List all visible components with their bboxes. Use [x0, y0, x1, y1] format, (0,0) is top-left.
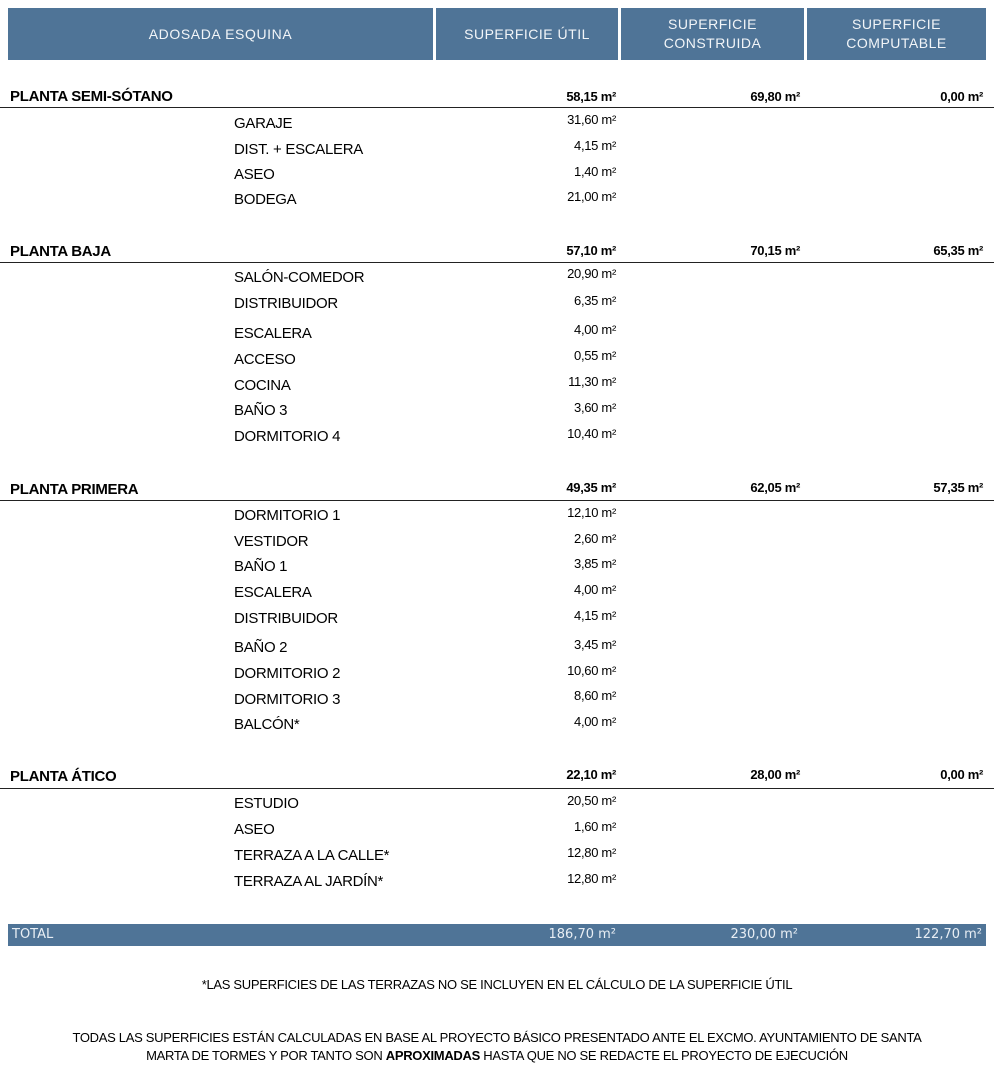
room-name: ASEO	[234, 166, 275, 183]
section-divider	[0, 262, 994, 263]
total-row	[8, 924, 986, 946]
room-area: 20,50 m²	[567, 793, 616, 808]
room-area: 1,40 m²	[574, 164, 616, 179]
room-area: 4,00 m²	[574, 714, 616, 729]
room-area: 10,40 m²	[567, 426, 616, 441]
room-name: TERRAZA AL JARDÍN*	[234, 873, 384, 890]
room-area: 11,30 m²	[568, 374, 616, 389]
section-title: PLANTA ÁTICO	[10, 768, 117, 785]
room-area: 4,15 m²	[574, 138, 616, 153]
section-superficie-construida: 70,15 m²	[750, 243, 800, 258]
footnote-line-2	[0, 1048, 994, 1063]
room-area: 4,15 m²	[574, 608, 616, 623]
room-name: DISTRIBUIDOR	[234, 610, 338, 627]
room-area: 3,85 m²	[574, 556, 616, 571]
room-area: 20,90 m²	[567, 266, 616, 281]
room-name: DORMITORIO 1	[234, 507, 341, 524]
total-superficie-construida: 230,00 m²	[730, 927, 798, 942]
section-superficie-construida: 69,80 m²	[750, 89, 800, 104]
total-label: TOTAL	[12, 927, 54, 942]
room-name: BODEGA	[234, 191, 297, 208]
room-area: 8,60 m²	[574, 688, 616, 703]
room-name: BALCÓN*	[234, 716, 300, 733]
header-construida-line1: SUPERFICIE	[667, 16, 757, 32]
header-superficie-util: SUPERFICIE ÚTIL	[436, 8, 618, 60]
footnote-line-2-post: HASTA QUE NO SE REDACTE EL PROYECTO DE EJECUCIÓN	[479, 1048, 848, 1063]
room-name: VESTIDOR	[234, 533, 309, 550]
room-area: 12,80 m²	[567, 871, 616, 886]
total-superficie-util: 186,70 m²	[548, 927, 616, 942]
room-area: 4,00 m²	[574, 582, 616, 597]
room-name: DISTRIBUIDOR	[234, 295, 338, 312]
header-computable-line2: COMPUTABLE	[846, 35, 947, 51]
section-title: PLANTA SEMI-SÓTANO	[10, 88, 173, 105]
room-name: DORMITORIO 2	[234, 665, 341, 682]
room-area: 31,60 m²	[567, 112, 616, 127]
section-superficie-computable: 57,35 m²	[933, 480, 983, 495]
room-name: BAÑO 2	[234, 639, 288, 656]
room-name: BAÑO 3	[234, 402, 288, 419]
section-superficie-util: 49,35 m²	[566, 480, 616, 495]
room-area: 6,35 m²	[574, 293, 616, 308]
footnote-line-1: TODAS LAS SUPERFICIES ESTÁN CALCULADAS EN BASE AL PROYECTO BÁSICO PRESENTADO ANTE EL EXCMO. AYUNTAMIENTO DE SANTA	[72, 1030, 922, 1045]
room-name: DIST. + ESCALERA	[234, 141, 363, 158]
room-area: 12,80 m²	[567, 845, 616, 860]
section-superficie-construida: 28,00 m²	[750, 767, 800, 782]
room-name: ESTUDIO	[234, 795, 299, 812]
section-divider	[0, 500, 994, 501]
room-name: ACCESO	[234, 351, 296, 368]
room-name: GARAJE	[234, 115, 293, 132]
section-superficie-computable: 0,00 m²	[940, 767, 983, 782]
section-superficie-construida: 62,05 m²	[750, 480, 800, 495]
room-area: 0,55 m²	[574, 348, 616, 363]
section-superficie-computable: 0,00 m²	[940, 89, 983, 104]
room-name: DORMITORIO 4	[234, 428, 341, 445]
section-superficie-util: 58,15 m²	[566, 89, 616, 104]
footnote-aproximadas: APROXIMADAS	[385, 1048, 480, 1063]
section-divider	[0, 107, 994, 108]
room-name: ASEO	[234, 821, 275, 838]
section-superficie-util: 22,10 m²	[566, 767, 616, 782]
room-area: 1,60 m²	[574, 819, 616, 834]
room-area: 10,60 m²	[567, 663, 616, 678]
room-name: TERRAZA A LA CALLE*	[234, 847, 390, 864]
total-superficie-computable: 122,70 m²	[914, 927, 982, 942]
room-area: 3,60 m²	[574, 400, 616, 415]
section-title: PLANTA BAJA	[10, 243, 111, 260]
header-superficie-construida	[621, 8, 804, 60]
room-area: 2,60 m²	[574, 531, 616, 546]
room-name: ESCALERA	[234, 584, 312, 601]
room-area: 21,00 m²	[567, 189, 616, 204]
room-name: ESCALERA	[234, 325, 312, 342]
section-superficie-computable: 65,35 m²	[933, 243, 983, 258]
footnote-terrazas: *LAS SUPERFICIES DE LAS TERRAZAS NO SE INCLUYEN EN EL CÁLCULO DE LA SUPERFICIE ÚTIL	[201, 977, 793, 992]
header-computable-line1: SUPERFICIE	[851, 16, 941, 32]
footnote-line-2-pre: MARTA DE TORMES Y POR TANTO SON	[146, 1048, 386, 1063]
section-title: PLANTA PRIMERA	[10, 481, 139, 498]
room-name: SALÓN-COMEDOR	[234, 269, 365, 286]
header-title: ADOSADA ESQUINA	[8, 8, 433, 60]
room-area: 12,10 m²	[567, 505, 616, 520]
room-name: BAÑO 1	[234, 558, 288, 575]
section-superficie-util: 57,10 m²	[566, 243, 616, 258]
header-superficie-computable	[807, 8, 986, 60]
room-name: DORMITORIO 3	[234, 691, 341, 708]
room-area: 4,00 m²	[574, 322, 616, 337]
room-area: 3,45 m²	[574, 637, 616, 652]
section-divider	[0, 788, 994, 789]
room-name: COCINA	[234, 377, 291, 394]
header-construida-line2: CONSTRUIDA	[663, 35, 762, 51]
